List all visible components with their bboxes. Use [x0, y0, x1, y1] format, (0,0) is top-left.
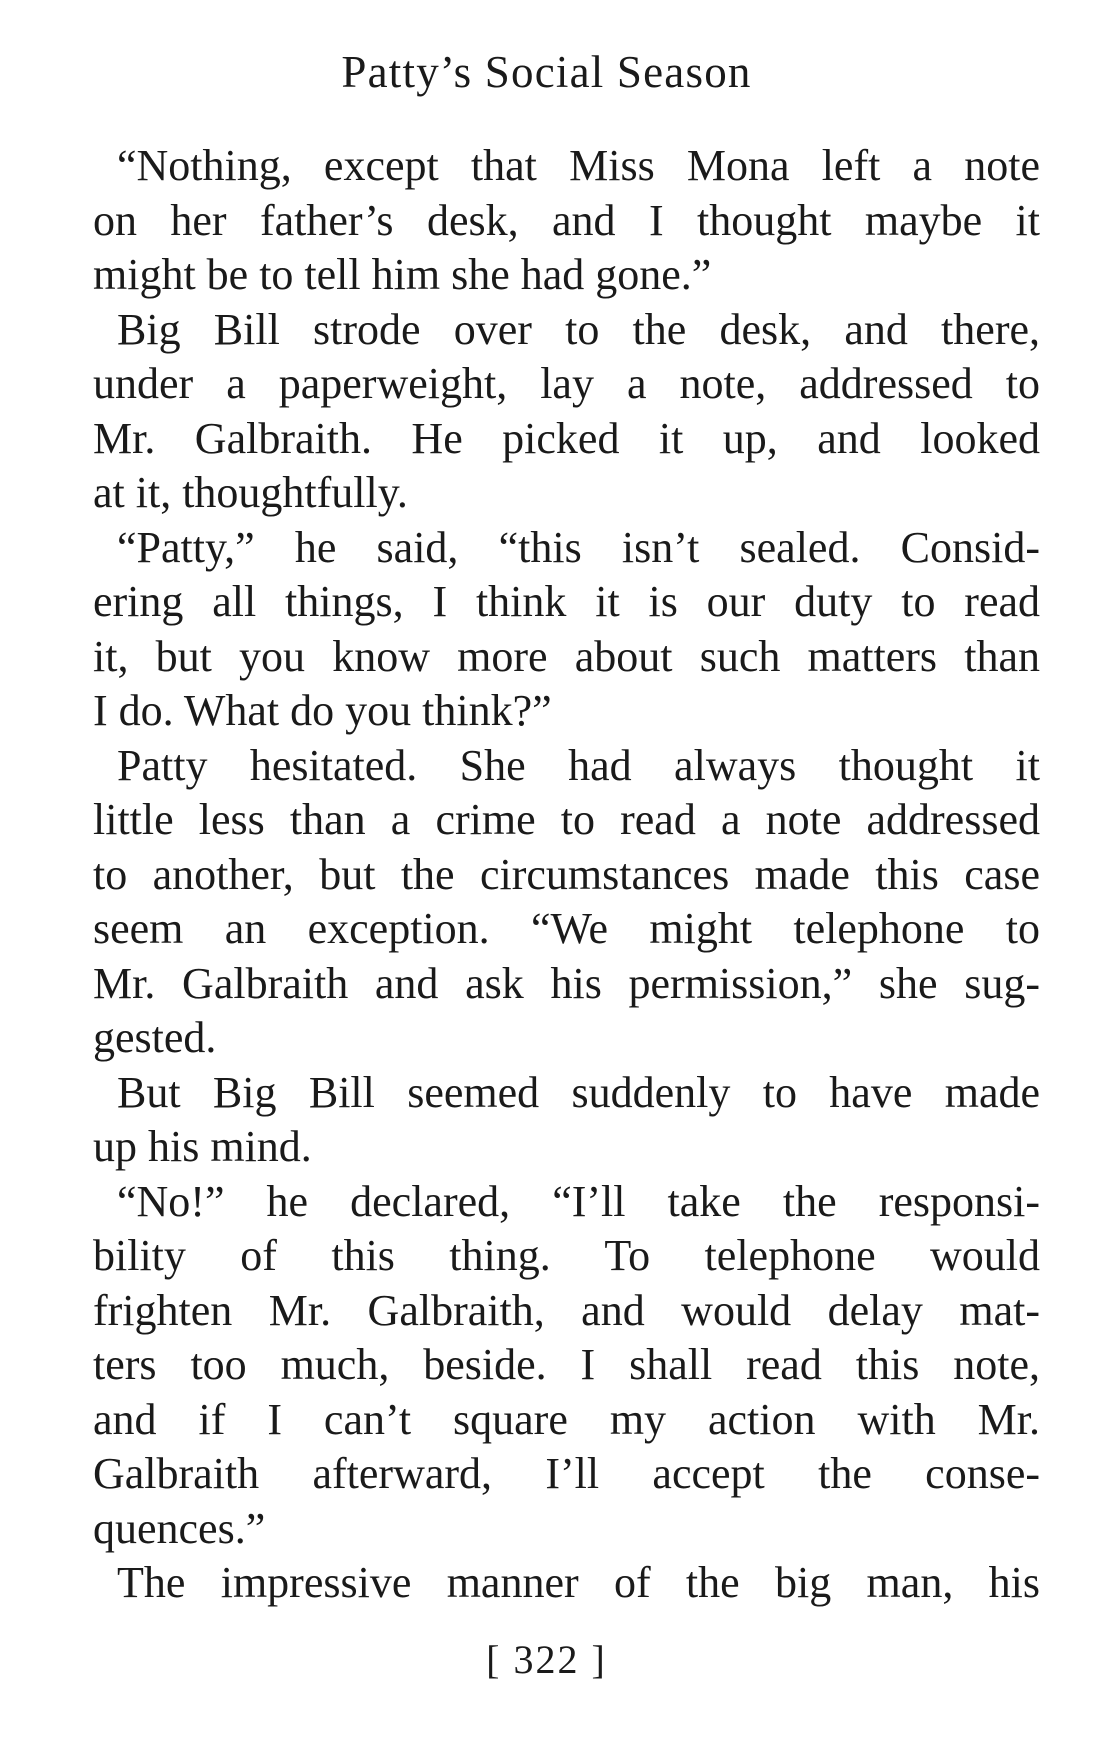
- text-line: bility of this thing. To telephone would: [93, 1231, 1040, 1280]
- text-line: it, but you know more about such matters than: [93, 631, 1040, 681]
- text-line: Mr. Galbraith and ask his permission,” she sug-: [93, 958, 1040, 1008]
- text-line: seem an exception. “We might telephone to: [93, 904, 1040, 953]
- text-line: I do. What do you think?”: [93, 686, 552, 735]
- text-line: gested.: [93, 1013, 217, 1062]
- text-line: little less than a crime to read a note addressed: [93, 795, 1040, 844]
- page-number: [ 322 ]: [486, 1637, 607, 1682]
- running-head: Patty’s Social Season: [341, 47, 752, 97]
- text-line: at it, thoughtfully.: [93, 468, 408, 517]
- text-line: Big Bill strode over to the desk, and there,: [117, 304, 1040, 354]
- text-line: But Big Bill seemed suddenly to have made: [117, 1067, 1040, 1117]
- text-line: frighten Mr. Galbraith, and would delay mat-: [93, 1285, 1040, 1335]
- text-line: on her father’s desk, and I thought maybe it: [93, 195, 1040, 245]
- text-line: Galbraith afterward, I’ll accept the conse-: [93, 1449, 1040, 1498]
- text-line: quences.”: [93, 1503, 266, 1553]
- text-line: ering all things, I think it is our duty to read: [93, 577, 1040, 626]
- text-line: ters too much, beside. I shall read this note,: [93, 1340, 1040, 1389]
- text-line: The impressive manner of the big man, his: [117, 1558, 1040, 1607]
- text-line: Patty hesitated. She had always thought it: [117, 740, 1040, 790]
- text-line: up his mind.: [93, 1122, 312, 1171]
- text-line: “No!” he declared, “I’ll take the responsi-: [117, 1176, 1040, 1226]
- text-line: “Nothing, except that Miss Mona left a note: [117, 141, 1040, 190]
- text-line: and if I can’t square my action with Mr.: [93, 1394, 1040, 1444]
- text-line: might be to tell him she had gone.”: [93, 250, 712, 299]
- text-line: “Patty,” he said, “this isn’t sealed. Consid-: [117, 522, 1040, 572]
- text-line: under a paperweight, lay a note, addressed to: [93, 359, 1040, 408]
- text-line: Mr. Galbraith. He picked it up, and looked: [93, 413, 1040, 463]
- body-text: [93, 139, 1040, 1611]
- text-line: to another, but the circumstances made this case: [93, 849, 1040, 899]
